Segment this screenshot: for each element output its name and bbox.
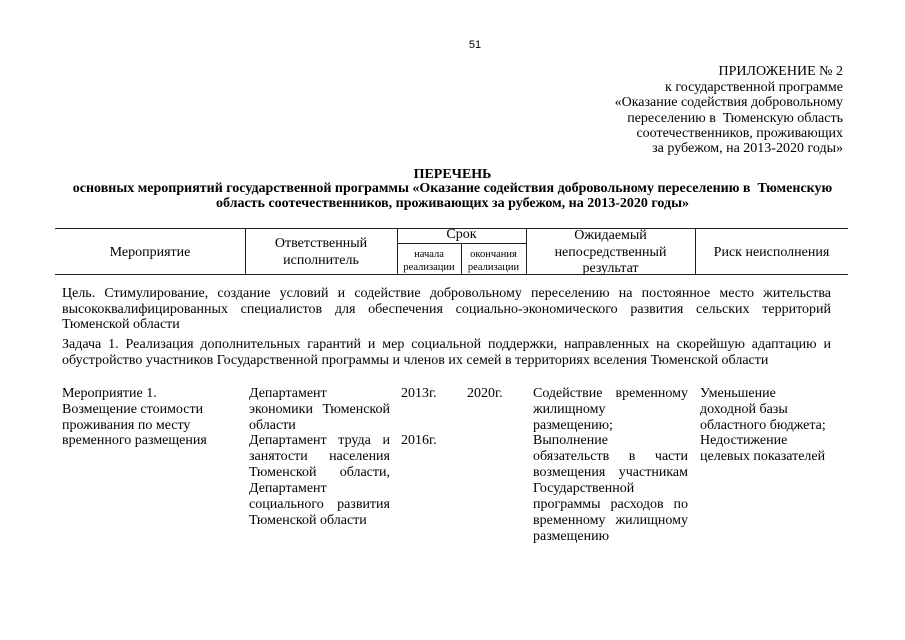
task-line: Задача 1. Реализация дополнительных гарантий и мер социальной поддержки, направленных на скорейшую адаптацию и [62,337,831,352]
row-event-line: временного размещения [62,433,207,448]
row-result-line: возмещения участникам [533,465,688,480]
row-result-line: жилищному [533,402,606,417]
row-result-line: размещению [533,529,610,544]
row-event-line: Возмещение стоимости [62,402,204,417]
header-responsible: исполнитель [283,253,359,268]
row-result-line: Содействие временному [533,386,688,401]
header-risk: Риск неисполнения [713,245,830,260]
row-result-line: Выполнение [533,433,608,448]
header-expected: результат [582,261,639,276]
row-responsible-line: Тюменской области, [249,465,390,480]
page-number: 51 [468,39,482,51]
goal-line: Цель. Стимулирование, создание условий и содействие добровольному переселению на постоянное место жительства [62,286,831,301]
header-bottom-rule [55,274,848,275]
row-result-line: размещению; [533,418,613,433]
row-start-year: 2013г. [401,386,437,401]
appendix-line: к государственной программе [665,80,843,95]
row-start-year: 2016г. [401,433,437,448]
title-line: основных мероприятий государственной программы «Оказание содействия добровольному переселению в Тюменскую [72,181,833,196]
row-risk-line: областного бюджета; [700,418,826,433]
row-result-line: Государственной [533,481,635,496]
goal-line: высококвалифицированных специалистов для обеспечения социально-экономического развития сельских территорий [62,302,831,317]
row-risk-line: Уменьшение [700,386,776,401]
row-responsible-line: Департамент труда и [249,433,390,448]
task-line: обустройство участников Государственной программы и членов их семей в территориях вселения Тюменской области [62,353,769,368]
row-result-line: временному жилищному [533,513,688,528]
title-line: область соотечественников, проживающих за рубежом, на 2013-2020 годы» [215,196,690,211]
appendix-line: переселению в Тюменскую область [627,111,843,126]
row-responsible-line: занятости населения [249,449,390,464]
row-responsible-line: экономики Тюменской [249,402,390,417]
header-expected: Ожидаемый [574,228,647,243]
header-event: Мероприятие [109,245,191,260]
header-term-end: реализации [467,262,520,273]
row-event-line: проживания по месту [62,418,191,433]
row-risk-line: доходной базы [700,402,788,417]
row-result-line: обязательств в части [533,449,688,464]
row-event-line: Мероприятие 1. [62,386,157,401]
header-responsible: Ответственный [274,236,368,251]
row-risk-line: Недостижение [700,433,788,448]
row-responsible-line: области [249,418,296,433]
header-expected: непосредственный [554,245,667,260]
row-responsible-line: социального развития [249,497,390,512]
appendix-line: соотечественников, проживающих [636,126,843,141]
appendix-line: за рубежом, на 2013-2020 годы» [652,141,843,156]
row-end-year: 2020г. [467,386,503,401]
appendix-line: «Оказание содействия добровольному [614,95,843,110]
goal-line: Тюменской области [62,317,180,332]
appendix-line: ПРИЛОЖЕНИЕ № 2 [718,64,843,79]
header-term-start: реализации [403,262,455,273]
row-responsible-line: Департамент [249,386,327,401]
row-responsible-line: Тюменской области [249,513,367,528]
row-result-line: программы расходов по [533,497,688,512]
header-term-end: окончания [470,249,517,260]
header-term: Срок [446,227,477,242]
row-risk-line: целевых показателей [700,449,826,464]
row-responsible-line: Департамент [249,481,327,496]
header-term-start: начала [414,249,444,260]
title-heading: ПЕРЕЧЕНЬ [413,167,492,182]
